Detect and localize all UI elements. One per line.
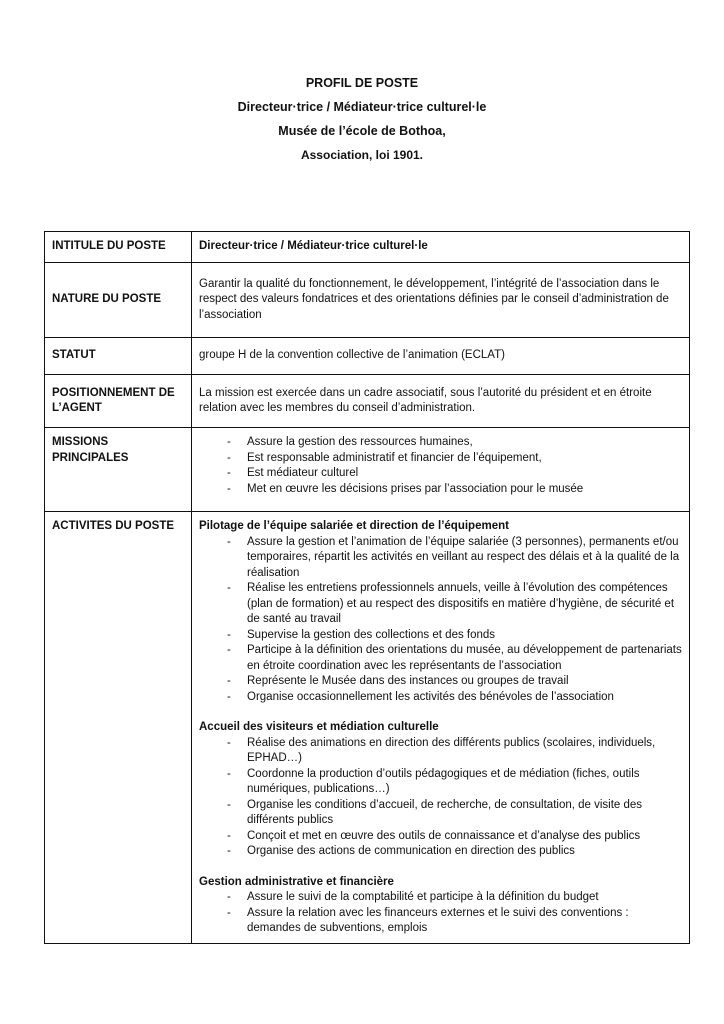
list-item: - Coordonne la production d’outils pédagogiques et de médiation (fiches, outils numériques, publications…) <box>227 767 682 798</box>
row-label: ACTIVITES DU POSTE <box>45 512 192 944</box>
list-item: - Organise les conditions d’accueil, de recherche, de consultation, de visite des différents publics <box>227 798 682 829</box>
organization-status: Association, loi 1901. <box>300 148 424 162</box>
list-item: - Organise des actions de communication en direction des publics <box>227 844 682 860</box>
section-title: Accueil des visiteurs et médiation culturelle <box>199 721 439 733</box>
row-value: groupe H de la convention collective de l’animation (ECLAT) <box>192 338 690 375</box>
row-value: La mission est exercée dans un cadre associatif, sous l’autorité du président et en étroite relation avec les membres du conseil d’administration. <box>192 375 690 428</box>
job-title: Directeur·trice / Médiateur·trice culturel·le <box>237 100 487 114</box>
table-row-positionnement <box>45 375 690 428</box>
row-value <box>192 428 690 512</box>
row-label: POSITIONNEMENT DE L’AGENT <box>45 375 192 428</box>
organization-name: Musée de l’école de Bothoa, <box>278 124 446 138</box>
list-item: - Réalise les entretiens professionnels annuels, veille à l’évolution des compétences (plan de formation) et au respect des dispositifs en matière d’hygiène, de sécurité et de santé au travail <box>227 581 682 628</box>
row-label: INTITULE DU POSTE <box>45 232 192 263</box>
row-label: STATUT <box>45 338 192 375</box>
row-label: NATURE DU POSTE <box>45 263 192 338</box>
table-row-statut <box>45 338 690 375</box>
list-item: - Est responsable administratif et financier de l’équipement, <box>227 451 682 467</box>
list-item: - Assure la gestion des ressources humaines, <box>227 435 682 451</box>
row-value: Garantir la qualité du fonctionnement, le développement, l’intégrité de l’association dans le respect des valeurs fondatrices et des orientations définies par le conseil d’administration de l’association <box>192 263 690 338</box>
document-title: PROFIL DE POSTE <box>305 76 419 90</box>
list-item: - Assure le suivi de la comptabilité et participe à la définition du budget <box>227 890 682 906</box>
activity-list <box>199 736 682 860</box>
table-row-activites <box>45 512 690 944</box>
list-item: - Supervise la gestion des collections et des fonds <box>227 628 682 644</box>
list-item: - Assure la relation avec les financeurs externes et le suivi des conventions : demandes de subventions, emplois <box>227 906 682 937</box>
missions-list <box>199 435 682 497</box>
table-row-missions <box>45 428 690 512</box>
document-header <box>0 76 724 163</box>
table-row-intitule <box>45 232 690 263</box>
activity-section <box>199 720 682 860</box>
list-item: - Assure la gestion et l’animation de l’équipe salariée (3 personnes), permanents et/ou temporaires, répartit les activités en veillant au respect des délais et à la qualité de la réalisation <box>227 535 682 582</box>
table-row-nature <box>45 263 690 338</box>
section-title: Gestion administrative et financière <box>199 875 394 888</box>
list-item: - Met en œuvre les décisions prises par l’association pour le musée <box>227 482 682 498</box>
row-value <box>192 512 690 944</box>
list-item: - Est médiateur culturel <box>227 466 682 482</box>
list-item: - Conçoit et met en œuvre des outils de connaissance et d’analyse des publics <box>227 829 682 845</box>
list-item: - Réalise des animations en direction des différents publics (scolaires, individuels, EPHAD…) <box>227 736 682 767</box>
row-value: Directeur·trice / Médiateur·trice culturel·le <box>192 232 690 263</box>
activity-list <box>199 535 682 706</box>
activity-section <box>199 875 682 937</box>
section-title: Pilotage de l’équipe salariée et direction de l’équipement <box>199 520 509 532</box>
activity-section <box>199 519 682 705</box>
row-label: MISSIONS PRINCIPALES <box>45 428 192 512</box>
job-profile-table <box>44 231 690 944</box>
list-item: - Participe à la définition des orientations du musée, au développement de partenariats en étroite coordination avec les représentants de l’association <box>227 643 682 674</box>
list-item: - Représente le Musée dans des instances ou groupes de travail <box>227 674 682 690</box>
activity-list <box>199 890 682 937</box>
list-item: - Organise occasionnellement les activités des bénévoles de l’association <box>227 690 682 706</box>
